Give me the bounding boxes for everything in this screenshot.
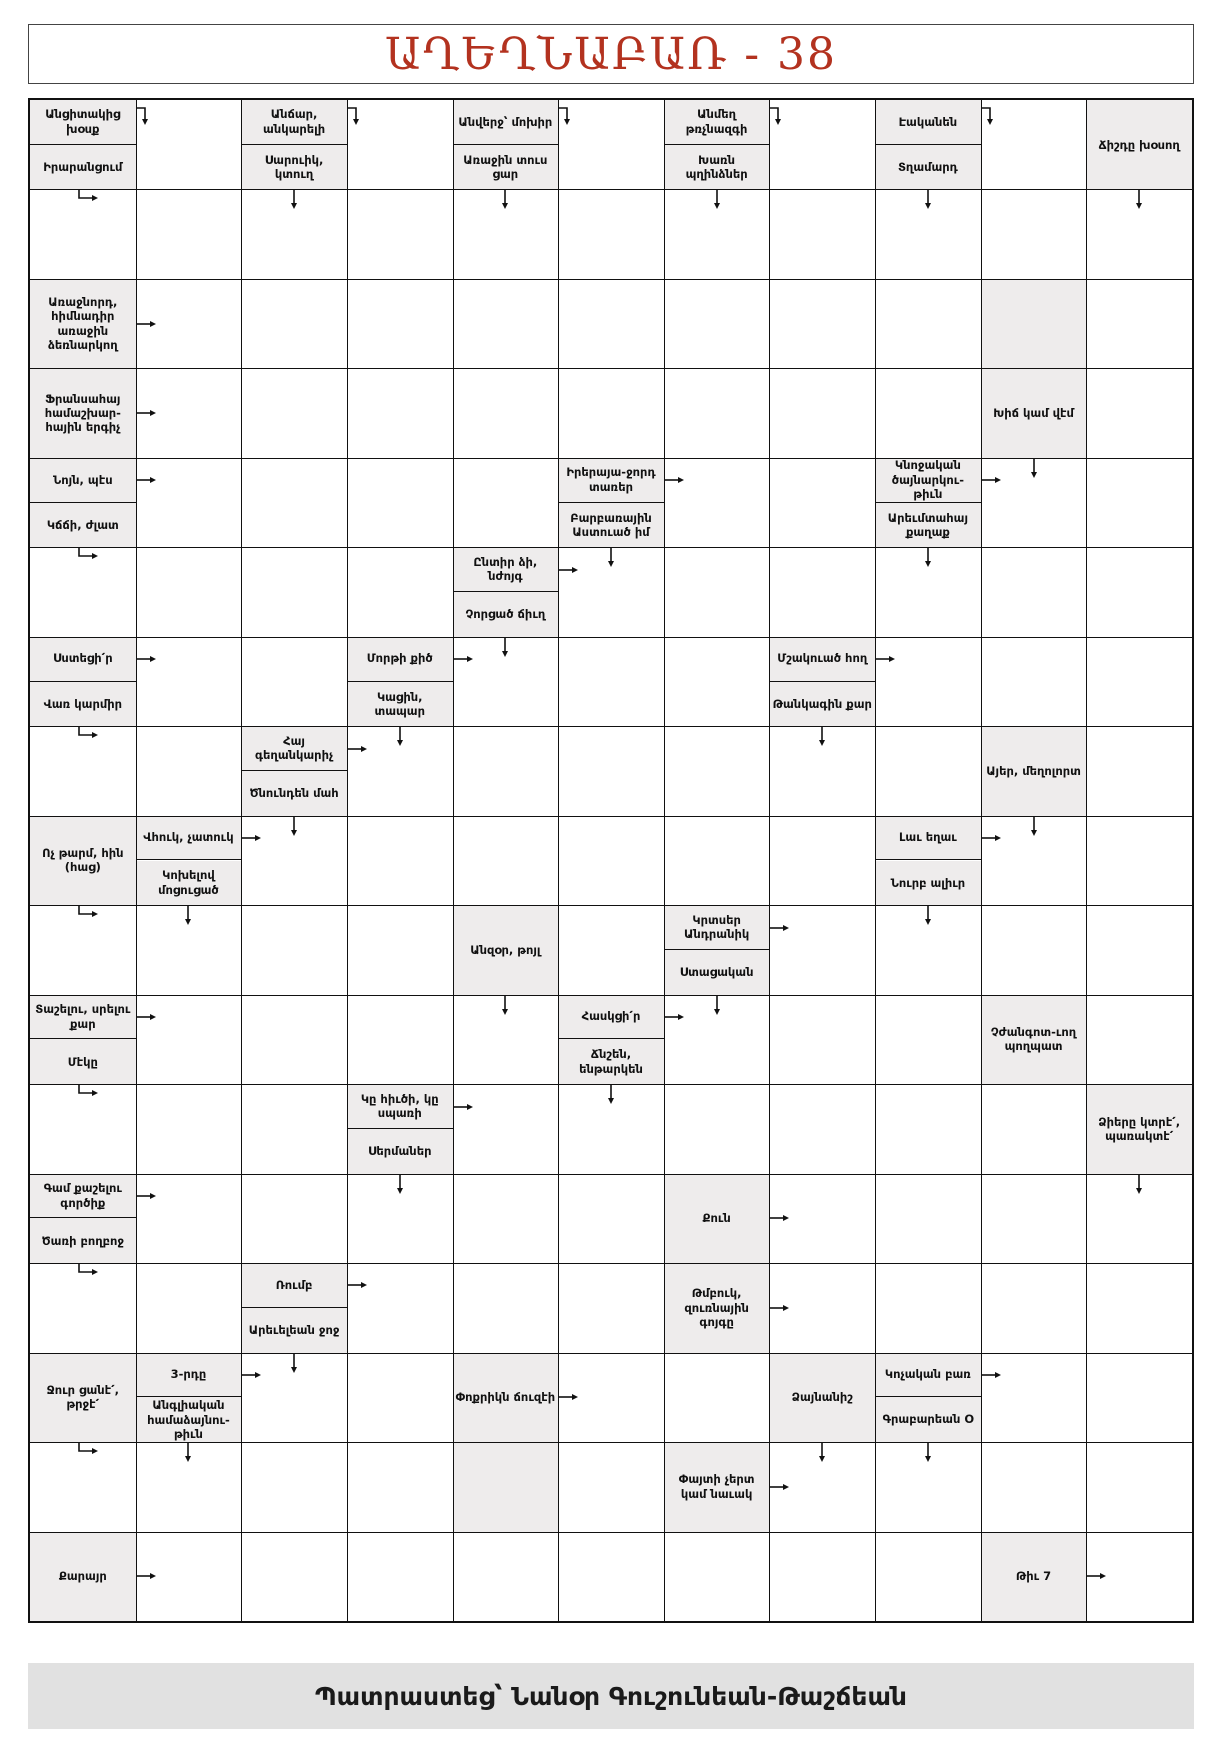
- arrow-icon: [1023, 815, 1045, 837]
- arrow-icon: [177, 1441, 199, 1463]
- clue-cell: Խառն պղինձներ: [664, 145, 770, 190]
- arrow-icon: [768, 1297, 790, 1319]
- arrow-icon: [1085, 1565, 1107, 1587]
- arrow-icon: [1128, 188, 1150, 210]
- grid-row-line: [30, 547, 1192, 548]
- grid-col-line: [1086, 100, 1087, 1621]
- clue-cell: 3-րդը: [136, 1353, 242, 1398]
- clue-cell: Թիւ 7: [981, 1532, 1087, 1621]
- arrow-icon: [135, 1006, 157, 1028]
- clue-cell: Մորթի քիծ: [347, 637, 453, 682]
- arrow-icon: [663, 1006, 685, 1028]
- grid-row-line: [30, 1532, 1192, 1533]
- grid-row-line: [30, 905, 1192, 906]
- grid-col-line: [347, 100, 348, 1621]
- arrow-icon: [346, 104, 368, 126]
- arrow-icon: [283, 1352, 305, 1374]
- grid-row-line: [30, 1353, 1192, 1354]
- grid-row-line: [30, 458, 1192, 459]
- clue-cell: Սարուիկ, կտուղ: [241, 145, 347, 190]
- puzzle-title-box: [28, 24, 1194, 84]
- clue-cell: Ճիշդը խօսող: [1086, 100, 1192, 189]
- clue-cell: Սստեցի՛ր: [30, 637, 136, 682]
- arrow-icon: [768, 1476, 790, 1498]
- clue-cell: Քուն: [664, 1174, 770, 1263]
- clue-cell: Իրարանցում: [30, 145, 136, 190]
- clue-cell: Արեւելեան ջոջ: [241, 1308, 347, 1353]
- grid-row-line: [30, 1084, 1192, 1085]
- arrow-icon: [346, 738, 368, 760]
- arrow-icon: [557, 104, 579, 126]
- clue-cell: Իրերայա-ջորդ տառեր: [558, 458, 664, 503]
- footer-bar: [28, 1663, 1194, 1729]
- clue-cell: Հայ գեղանկարիչ: [241, 726, 347, 771]
- arrow-icon: [980, 469, 1002, 491]
- clue-cell: Ճնշեն, ենթարկեն: [558, 1039, 664, 1084]
- arrow-icon: [494, 188, 516, 210]
- clue-cell: Անգլիական համաձայնու-թիւն: [136, 1397, 242, 1442]
- clue-cell: Թանկագին քար: [769, 682, 875, 727]
- puzzle-title: ԱՂԵՂՆԱԲԱՌ - 38: [384, 28, 838, 80]
- grid-row-line: [30, 1442, 1192, 1443]
- clue-cell: Ընտիր ձի, նժոյգ: [453, 547, 559, 592]
- clue-cell: Հասկցի՛ր: [558, 995, 664, 1040]
- clue-cell: Մշակուած հող: [769, 637, 875, 682]
- clue-cell: Նուրբ ալիւր: [875, 861, 981, 906]
- clue-cell: Սերմաներ: [347, 1129, 453, 1174]
- clue-cell: Չորցած ճիւղ: [453, 592, 559, 637]
- grid-row-line: [30, 637, 1192, 638]
- shaded-cell: [453, 1442, 559, 1531]
- arrow-icon: [135, 1185, 157, 1207]
- arrow-icon: [768, 917, 790, 939]
- arrow-icon: [452, 648, 474, 670]
- arrow-icon: [77, 1262, 99, 1284]
- clue-cell: Անմեղ թռչնազգի: [664, 100, 770, 145]
- grid-row-line: [30, 1263, 1192, 1264]
- clue-cell: Տղամարդ: [875, 145, 981, 190]
- grid-row-line: [30, 279, 1192, 280]
- arrow-icon: [980, 1364, 1002, 1386]
- arrow-icon: [77, 1441, 99, 1463]
- clue-cell: Կոխելով մոցուցած: [136, 861, 242, 906]
- arrow-icon: [135, 104, 157, 126]
- arrow-icon: [917, 1441, 939, 1463]
- clue-cell: Մէկը: [30, 1039, 136, 1084]
- arrow-icon: [917, 188, 939, 210]
- author-credit: Պատրաստեց՝ Նանօր Գուշունեան-Թաշճեան: [314, 1681, 908, 1711]
- clue-cell: Ջուր ցանէ՛, թրջէ՛: [30, 1353, 136, 1442]
- arrow-icon: [77, 904, 99, 926]
- clue-cell: Լաւ եղաւ: [875, 816, 981, 861]
- arrow-icon: [240, 827, 262, 849]
- clue-cell: Անցիտակից խօսք: [30, 100, 136, 145]
- arrow-icon: [706, 188, 728, 210]
- arrow-icon: [1128, 1173, 1150, 1195]
- clue-cell: Կճճի, ժլատ: [30, 503, 136, 548]
- clue-cell: Առաջնորդ, հիմնադիր առաջին ձեռնարկող: [30, 279, 136, 368]
- arrow-icon: [917, 546, 939, 568]
- arrow-icon: [389, 1173, 411, 1195]
- arrow-icon: [135, 469, 157, 491]
- arrow-icon: [77, 1083, 99, 1105]
- grid-col-line: [769, 100, 770, 1621]
- grid-col-line: [453, 100, 454, 1621]
- arrow-icon: [389, 725, 411, 747]
- clue-cell: Թմբուկ, զուռնային գոյգը: [664, 1263, 770, 1352]
- arrow-icon: [452, 1096, 474, 1118]
- clue-cell: Փոքրիկն ճուզէի: [453, 1353, 559, 1442]
- clue-cell: Բարբառային Աստուած իմ: [558, 503, 664, 548]
- clue-cell: Ծնունդեն մահ: [241, 771, 347, 816]
- clue-cell: Ծառի բողբոջ: [30, 1218, 136, 1263]
- grid-row-line: [30, 726, 1192, 727]
- clue-cell: Ձիերը կտրէ՛, պառակտէ՛: [1086, 1084, 1192, 1173]
- clue-cell: Այեր, մեղոլորտ: [981, 726, 1087, 815]
- arrow-icon: [346, 1274, 368, 1296]
- clue-cell: Փայտի չերտ կամ նաւակ: [664, 1442, 770, 1531]
- arrow-icon: [600, 1083, 622, 1105]
- arrow-icon: [768, 1207, 790, 1229]
- clue-cell: Վառ կարմիր: [30, 682, 136, 727]
- arrow-icon: [135, 648, 157, 670]
- clue-cell: Խիճ կամ վէմ: [981, 368, 1087, 457]
- grid-col-line: [136, 100, 137, 1621]
- arrow-icon: [177, 904, 199, 926]
- clue-cell: Կնոջական ծայնարկու-թիւն: [875, 458, 981, 503]
- grid-row-line: [30, 995, 1192, 996]
- arrow-icon: [768, 104, 790, 126]
- clue-cell: Քարայր: [30, 1532, 136, 1621]
- clue-cell: Էականեն: [875, 100, 981, 145]
- clue-cell: Ֆրանսահայ համաշխար-հային երգիչ: [30, 368, 136, 457]
- clue-cell: Գրաբարեան Օ: [875, 1397, 981, 1442]
- arrow-icon: [811, 1441, 833, 1463]
- arrow-icon: [663, 469, 685, 491]
- clue-cell: Ոչ թարմ, հին (հաց): [30, 816, 136, 905]
- arrow-icon: [240, 1364, 262, 1386]
- clue-cell: Վհուկ, չատուկ: [136, 816, 242, 861]
- grid-row-line: [30, 368, 1192, 369]
- arrow-icon: [600, 546, 622, 568]
- clue-cell: Անվերջ՝ մոխիր: [453, 100, 559, 145]
- clue-cell: Նոյն, պէս: [30, 458, 136, 503]
- grid-col-line: [981, 100, 982, 1621]
- clue-cell: Անճար, անկարելի: [241, 100, 347, 145]
- grid-col-line: [241, 100, 242, 1621]
- arrow-icon: [283, 815, 305, 837]
- grid-row-line: [30, 189, 1192, 190]
- grid-col-line: [875, 100, 876, 1621]
- grid-col-line: [664, 100, 665, 1621]
- clue-cell: Անզօր, թոյլ: [453, 905, 559, 994]
- clue-cell: Կոչական բառ: [875, 1353, 981, 1398]
- clue-cell: Կացին, տապար: [347, 682, 453, 727]
- arrow-icon: [980, 104, 1002, 126]
- clue-cell: Չժանգոտ-ւող պողպատ: [981, 995, 1087, 1084]
- clue-cell: Գամ քաշելու գործիք: [30, 1174, 136, 1219]
- clue-cell: Ձայնանիշ: [769, 1353, 875, 1442]
- arrow-icon: [77, 546, 99, 568]
- arrow-icon: [135, 1565, 157, 1587]
- arrow-icon: [494, 636, 516, 658]
- shaded-cell: [981, 279, 1087, 368]
- arrow-icon: [874, 648, 896, 670]
- arrow-icon: [917, 904, 939, 926]
- crossword-grid[interactable]: [28, 98, 1194, 1623]
- arrow-icon: [557, 1386, 579, 1408]
- clue-cell: Կը հիւծի, կը սպառի: [347, 1084, 453, 1129]
- grid-row-line: [30, 816, 1192, 817]
- clue-cell: Ռումբ: [241, 1263, 347, 1308]
- arrow-icon: [1023, 457, 1045, 479]
- arrow-icon: [77, 188, 99, 210]
- clue-cell: Արեւմտահայ քաղաք: [875, 503, 981, 548]
- arrow-icon: [283, 188, 305, 210]
- arrow-icon: [135, 402, 157, 424]
- arrow-icon: [557, 559, 579, 581]
- arrow-icon: [77, 725, 99, 747]
- grid-col-line: [558, 100, 559, 1621]
- clue-cell: Կրտսեր Անդրանիկ: [664, 905, 770, 950]
- arrow-icon: [706, 994, 728, 1016]
- clue-cell: Առաջին տուս ցար: [453, 145, 559, 190]
- arrow-icon: [980, 827, 1002, 849]
- arrow-icon: [135, 313, 157, 335]
- arrow-icon: [494, 994, 516, 1016]
- clue-cell: Տաշելու, սրելու քար: [30, 995, 136, 1040]
- grid-row-line: [30, 1174, 1192, 1175]
- arrow-icon: [811, 725, 833, 747]
- clue-cell: Ստացական: [664, 950, 770, 995]
